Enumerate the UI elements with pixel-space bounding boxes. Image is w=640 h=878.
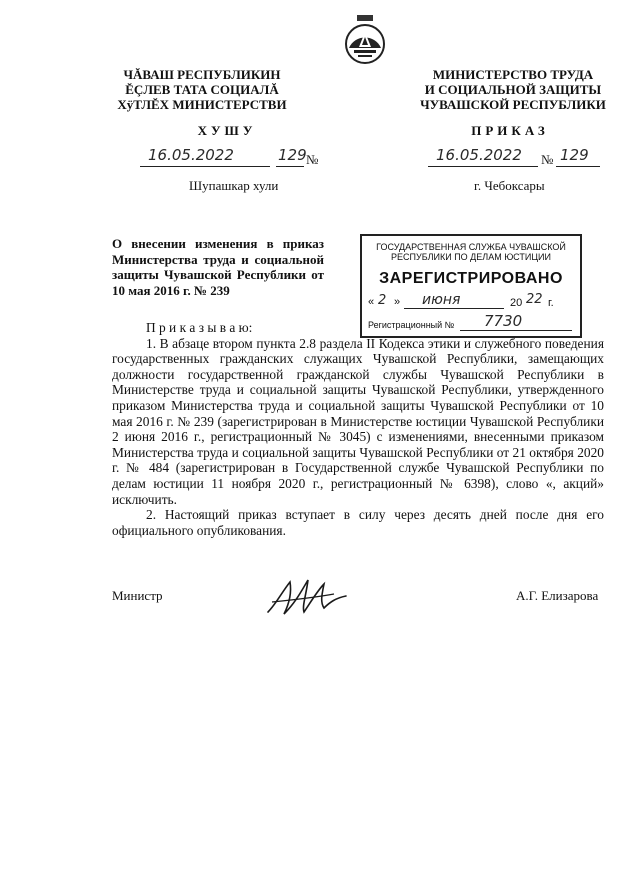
stamp-org-line: РЕСПУБЛИКИ ПО ДЕЛАМ ЮСТИЦИИ xyxy=(391,252,551,262)
left-number-sign: № xyxy=(306,152,319,167)
header-right-line: МИНИСТЕРСТВО ТРУДА xyxy=(432,67,594,82)
left-number-field xyxy=(276,146,307,167)
document-body xyxy=(112,320,604,538)
stamp-reg-label: Регистрационный № xyxy=(368,320,455,330)
stamp-org-line: ГОСУДАРСТВЕННАЯ СЛУЖБА ЧУВАШСКОЙ xyxy=(376,242,566,252)
signatory-role: Министр xyxy=(112,588,163,603)
right-number-field xyxy=(556,148,600,167)
left-date: 16.05.2022 xyxy=(148,146,234,164)
doc-type-left: ХУШУ xyxy=(197,123,257,138)
right-number-sign: № xyxy=(541,152,554,167)
stamp-year-suffix: 22 xyxy=(526,292,543,307)
stamp-reg-number: 7730 xyxy=(484,312,523,330)
header-right-line: ЧУВАШСКОЙ РЕСПУБЛИКИ xyxy=(420,97,606,112)
stamp-status: ЗАРЕГИСТРИРОВАНО xyxy=(379,270,563,287)
stamp-day: 2 xyxy=(378,293,387,308)
handwritten-signature xyxy=(262,572,352,622)
right-city: г. Чебоксары xyxy=(474,178,545,193)
signatory-name: А.Г. Елизарова xyxy=(516,588,599,603)
paragraph-2: 2. Настоящий приказ вступает в силу через десять дней после дня его официального опубликования. xyxy=(112,507,604,538)
right-number: 129 xyxy=(560,146,589,164)
header-left-line: ХÿТЛĔХ МИНИСТЕРСТВИ xyxy=(117,97,287,112)
stamp-year-end: г. xyxy=(548,297,554,309)
stamp-date-row: « 2 » июня 20 22 г. xyxy=(368,292,554,309)
paragraph-1: 1. В абзаце втором пункта 2.8 раздела II Кодекса этики и служебного поведения государственных гражданских служащих Чувашской Республики, замещающих должности государственной гражданской службы Чувашской Республики в Министерстве труда и социальной защиты Чувашской Республики, утвержденного приказом Министерства труда и социальной защиты Чувашской Республики от 10 мая 2016 г. № 239 (зарегистрирован в Министерстве юстиции Чувашской Республики 2 июня 2016 г., регистрационный № 3045) с изменениями, внесенными приказом Министерства труда и социальной защиты Чувашской Республики от 21 октября 2020 г. № 484 (зарегистрирован в Государственной службе Чувашской Республики по делам юстиции 11 ноября 2020 г., регистрационный № 6398), слово «, акций» исключить. xyxy=(112,335,604,507)
document-subject: О внесении изменения в приказ Министерства труда и социальной защиты Чувашской Республики от 10 мая 2016 г. № 239 xyxy=(112,236,324,298)
doc-type-right: ПРИКАЗ xyxy=(471,123,549,138)
order-intro: П р и к а з ы в а ю: xyxy=(146,320,253,335)
left-date-field xyxy=(140,148,270,167)
header-left-line: ЧĂВАШ РЕСПУБЛИКИН xyxy=(123,67,281,82)
left-number: 129 xyxy=(278,146,307,164)
header-right-line: И СОЦИАЛЬНОЙ ЗАЩИТЫ xyxy=(424,82,602,97)
right-date: 16.05.2022 xyxy=(436,146,522,164)
right-date-field xyxy=(428,148,538,167)
stamp-year-prefix: 20 xyxy=(510,297,523,309)
emblem-logo xyxy=(343,14,387,66)
left-city: Шупашкар хули xyxy=(189,178,279,193)
header-right-ministry xyxy=(418,67,608,112)
header-left-ministry xyxy=(112,67,292,112)
stamp-month: июня xyxy=(422,292,461,308)
header-left-line: ĔÇЛЕВ ТАТА СОЦИАЛĂ xyxy=(125,82,279,97)
